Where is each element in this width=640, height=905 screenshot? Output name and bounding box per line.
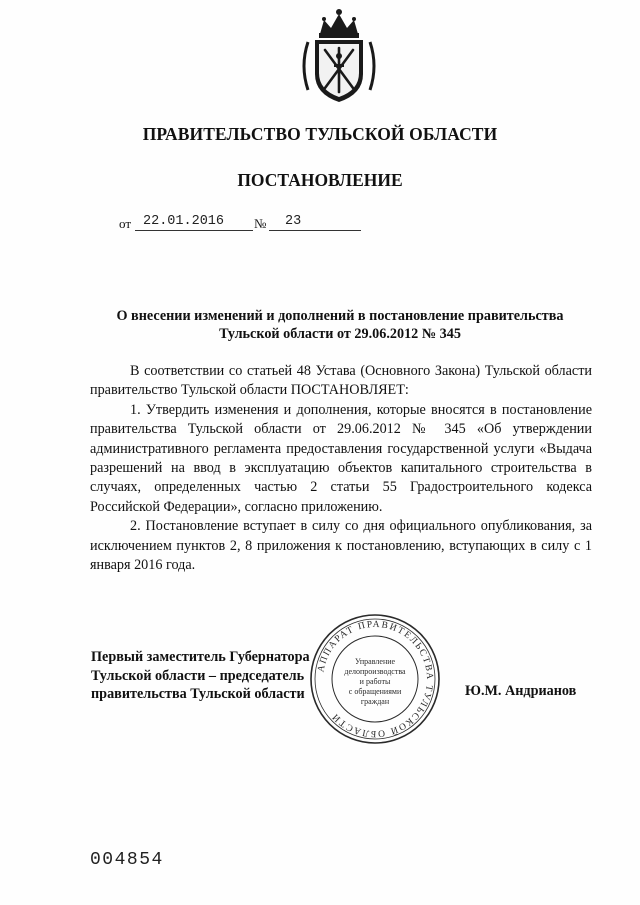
body-paragraph-2: 1. Утвердить изменения и дополнения, которые вносятся в постановление правительства Тульской области от 29.06.2012 № 345 «Об утверждении административного регламента предоставления государственной услуги «Выдача разрешений на ввод в эксплуатацию объектов капитального строительства в случаях, определенных частью 2 статьи 55 Градостроительного кодекса Российской Федерации», согласно приложению. (90, 401, 592, 515)
stamp-center-line-3: и работы (359, 677, 391, 686)
subject-line-2: Тульской области от 29.06.2012 № 345 (219, 326, 461, 342)
document-body (90, 362, 592, 575)
serial-number: 004854 (90, 850, 164, 870)
document-type-title: ПОСТАНОВЛЕНИЕ (237, 170, 403, 190)
stamp-ring-text: АППАРАТ ПРАВИТЕЛЬСТВА ТУЛЬСКОЙ ОБЛАСТИ (316, 619, 435, 739)
body-paragraph-1: В соответствии со статьей 48 Устава (Основного Закона) Тульской области правительство Тульской области ПОСТАНОВЛЯЕТ: (90, 363, 592, 399)
body-paragraph-3: 2. Постановление вступает в силу со дня официального опубликования, за исключением пунктов 2, 8 приложения к постановлению, вступающих в силу с 1 января 2016 года. (90, 518, 592, 574)
position-line-2: Тульской области – председатель (91, 667, 305, 684)
date-value: 22.01.2016 (143, 214, 225, 229)
tula-coat-of-arms-icon (298, 6, 380, 106)
organization-title: ПРАВИТЕЛЬСТВО ТУЛЬСКОЙ ОБЛАСТИ (142, 124, 498, 144)
date-label: от (119, 216, 132, 231)
document-subject (80, 307, 600, 343)
position-line-3: правительства Тульской области (91, 686, 305, 702)
stamp-center-line-1: Управление (354, 657, 396, 666)
number-value: 23 (285, 214, 302, 229)
stamp-center-line-4: с обращениями (348, 687, 402, 696)
signatory-position (91, 648, 310, 704)
number-underline (269, 230, 361, 231)
signatory-name: Ю.М. Андрианов (465, 683, 577, 699)
stamp-center-line-2: делопроизводства (344, 667, 406, 676)
date-underline (135, 230, 253, 231)
position-line-1: Первый заместитель Губернатора (91, 649, 310, 665)
subject-line-1: О внесении изменений и дополнений в постановление правительства (116, 308, 564, 324)
number-label: № (254, 216, 267, 231)
round-seal-icon (308, 612, 442, 746)
stamp-center-line-5: граждан (360, 697, 390, 706)
